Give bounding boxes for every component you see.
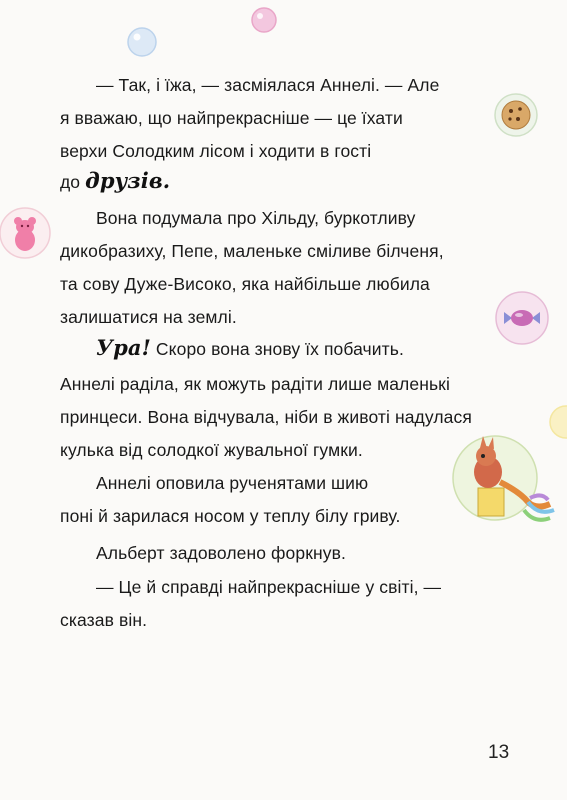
text-segment: до <box>60 172 81 192</box>
text-line: Альберт задоволено форкнув. <box>96 543 346 563</box>
text-line: — Так, і їжа, — засміялася Аннелі. — Але <box>96 75 440 95</box>
text-line: принцеси. Вона відчувала, ніби в животі надулася <box>60 407 472 427</box>
text-line: я вважаю, що найпрекрасніше — це їхати <box>60 108 403 128</box>
text-line <box>96 337 404 360</box>
gummy-bear-icon <box>0 206 54 260</box>
blue-bubble-icon <box>126 26 158 58</box>
text-line: — Це й справді найпрекрасніше у світі, — <box>96 577 442 597</box>
text-line: кулька від солодкої жувальної гумки. <box>60 440 363 460</box>
text-line: Аннелі оповила рученятами шию <box>96 473 369 493</box>
text-line: сказав він. <box>60 610 148 630</box>
candy-icon <box>494 290 550 346</box>
page-number: 13 <box>488 742 510 763</box>
dragon-illustration-icon <box>450 430 560 530</box>
text-line <box>60 170 170 193</box>
handwritten-word-friends: друзів. <box>85 168 171 193</box>
cookie-icon <box>493 92 539 138</box>
text-line: дикобразиху, Пепе, маленьке сміливе білченя, <box>60 241 444 261</box>
pink-bubble-icon <box>250 6 278 34</box>
text-line: Вона подумала про Хільду, буркотливу <box>96 208 416 228</box>
text-line: Аннелі раділа, як можуть радіти лише маленькі <box>60 374 450 394</box>
text-line: поні й зарилася носом у теплу білу гриву. <box>60 506 401 526</box>
text-line: та сову Дуже-Високо, яка найбільше любила <box>60 274 430 294</box>
text-segment: Скоро вона знову їх побачить. <box>155 339 404 359</box>
text-line: залишатися на землі. <box>60 307 237 327</box>
handwritten-word-hooray: Ура! <box>96 335 151 360</box>
text-line: верхи Солодким лісом і ходити в гості <box>60 141 372 161</box>
